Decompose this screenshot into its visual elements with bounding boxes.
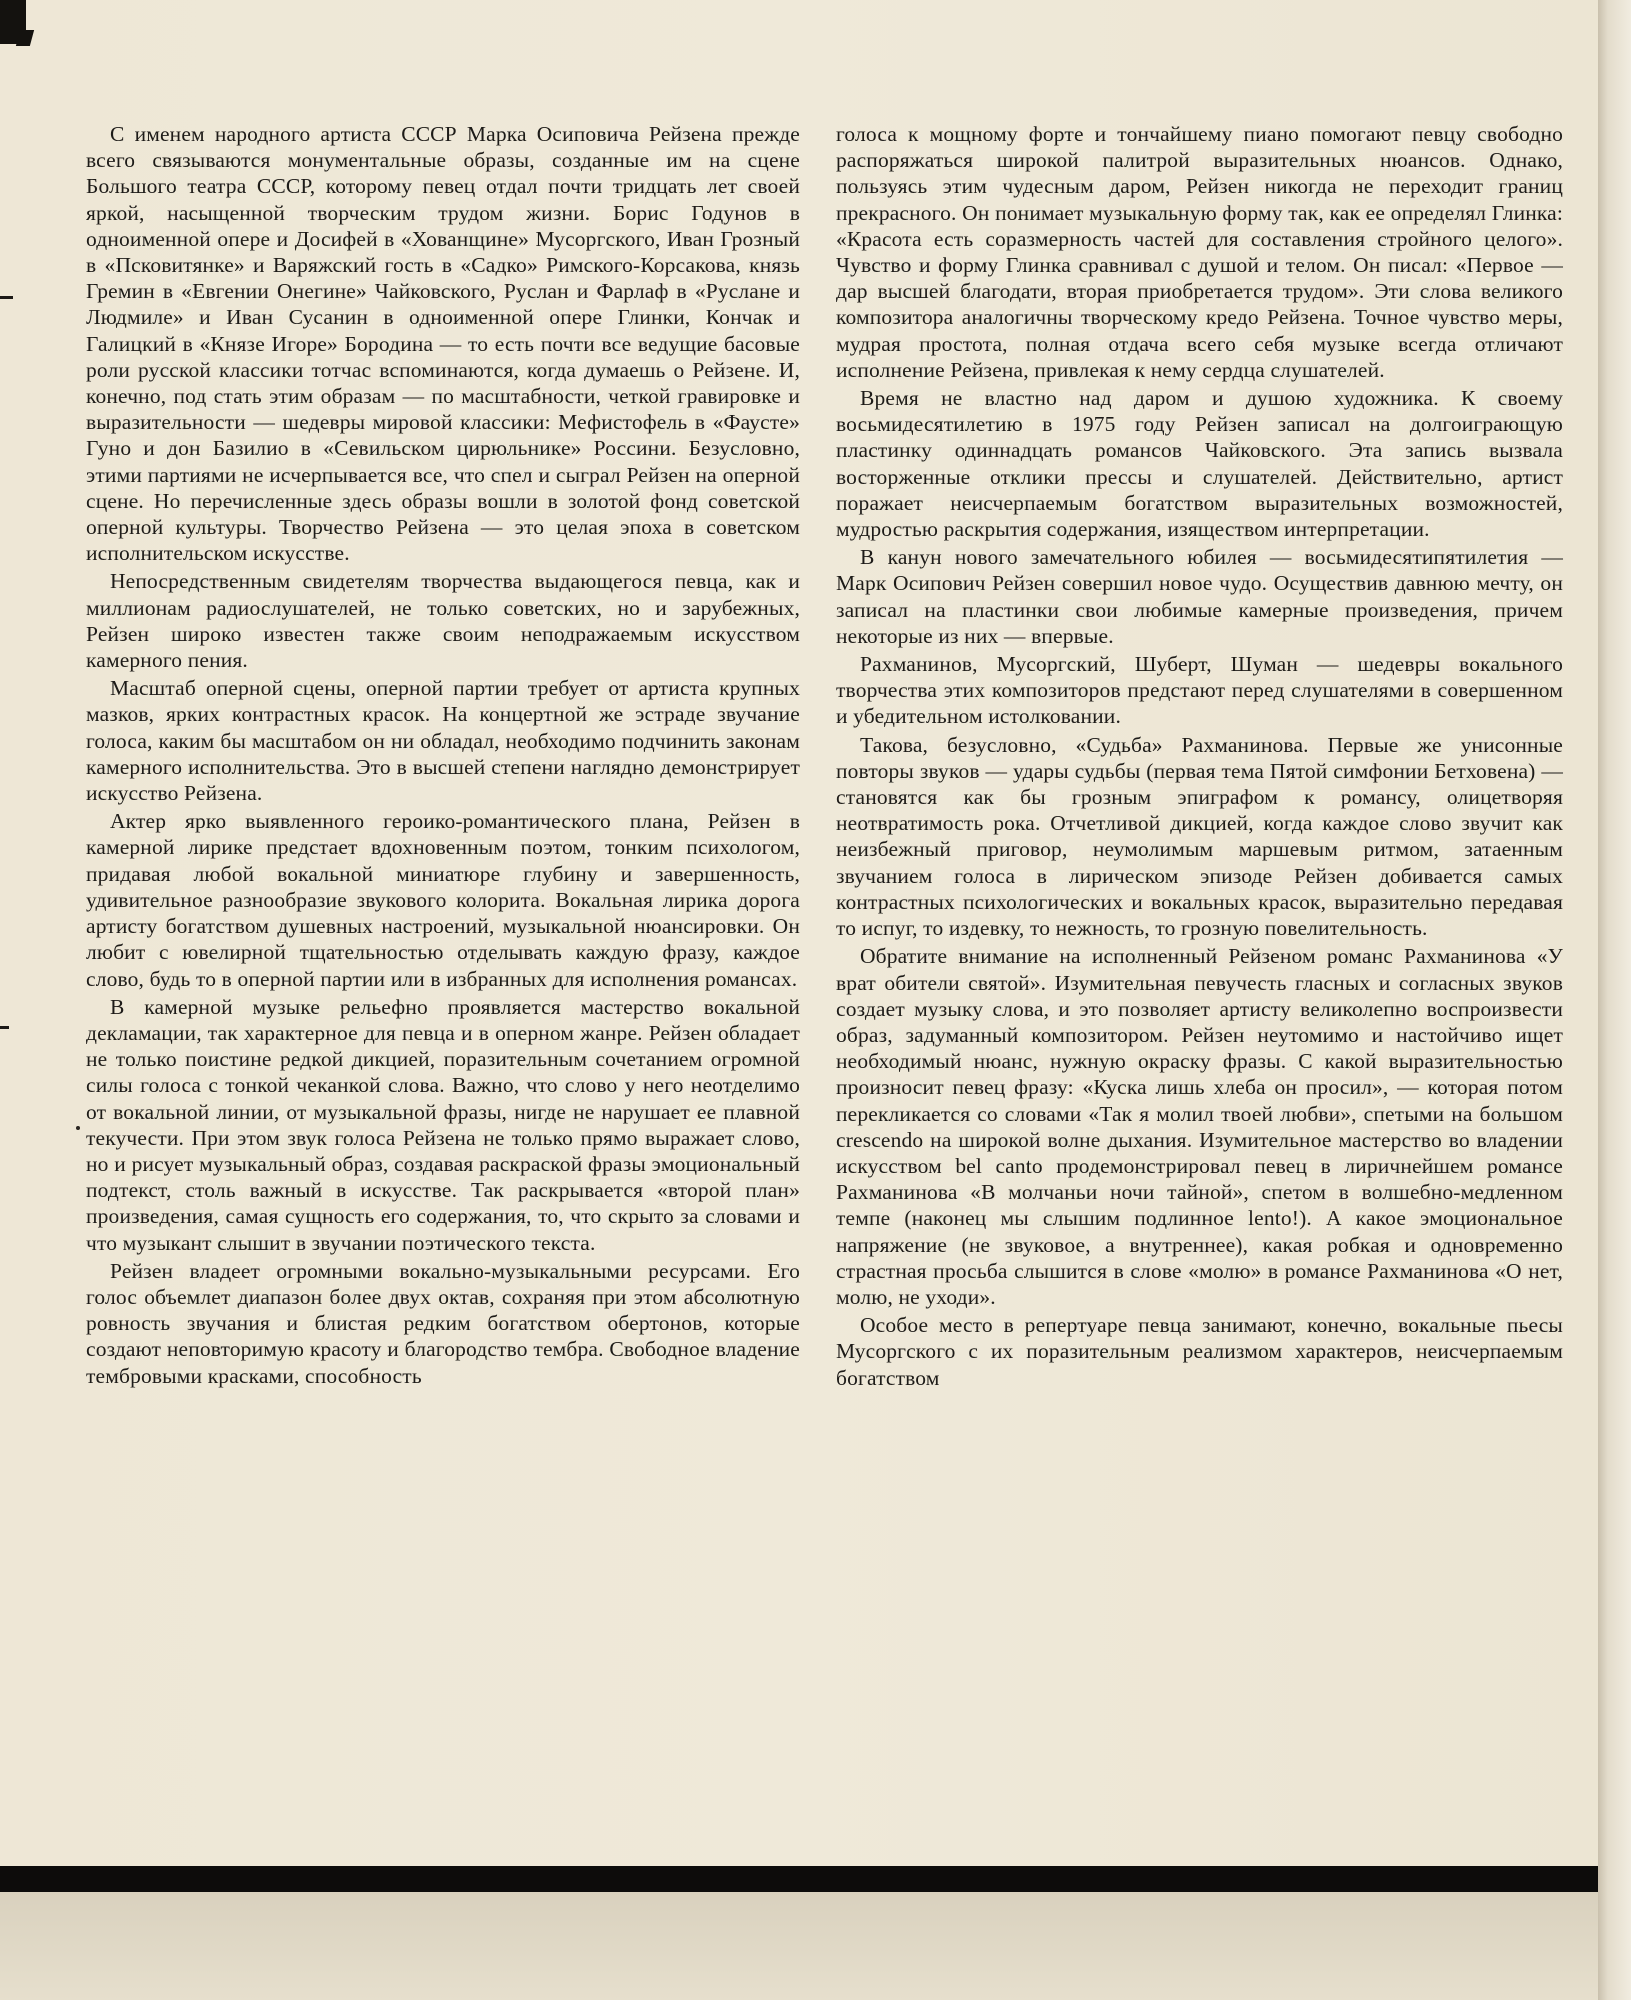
paragraph: В канун нового замечательного юбилея — восьмидесятипятилетия — Марк Осипович Рейзен совершил новое чудо. Осуществив давнюю мечту, он записал на пластинки свои любимые камерные произведения, причем некоторые из них — впервые. — [836, 545, 1563, 648]
paragraph: С именем народного артиста СССР Марка Осиповича Рейзена прежде всего связываются монументальные образы, созданные им на сцене Большого театра СССР, которому певец отдал почти тридцать лет своей яркой, насыщенной творческим трудом жизни. Борис Годунов в одноименной опере и Досифей в «Хованщине» Мусоргского, Иван Грозный в «Псковитянке» и Варяжский гость в «Садко» Римского-Корсакова, князь Гремин в «Евгении Онегине» Чайковского, Руслан и Фарлаф в «Руслане и Людмиле» и Иван Сусанин в одноименной опере Глинки, Кончак и Галицкий в «Князе Игоре» Бородина — то есть почти все ведущие басовые роли русской классики тотчас вспоминаются, когда думаешь о Рейзене. И, конечно, под стать этим образам — по масштабности, четкой гравировке и выразительности — шедевры мировой классики: Мефистофель в «Фаусте» Гуно и дон Базилио в «Севильском цирюльнике» Россини. Безусловно, этими партиями не исчерпывается все, что спел и сыграл Рейзен на оперной сцене. Но перечисленные здесь образы вошли в золотой фонд советской оперной культуры. Творчество Рейзена — это целая эпоха в советском исполнительском искусстве. — [86, 122, 800, 566]
cropped-letter-fragment — [0, 0, 26, 44]
margin-mark — [0, 296, 13, 299]
paragraph: Обратите внимание на исполненный Рейзеном романс Рахманинова «У врат обители святой». Изумительная певучесть гласных и согласных звуков создает музыку слова, и это позволяет артисту великолепно воспроизвести образ, задуманный композитором. Рейзен неутомимо и настойчиво ищет необходимый нюанс, нужную окраску фразы. С какой выразительностью произносит певец фразу: «Куска лишь хлеба он просил», — которая потом перекликается со словами «Так я молил твоей любви», спетыми на большом crescendo на широкой волне дыхания. Изумительное мастерство во владении искусством bel canto продемонстрировал певец в лиричнейшем романсе Рахманинова «В молчаньи ночи тайной», спетом в волшебно-медленном темпе (наконец мы слышим подлинное lento!). А какое эмоциональное напряжение (не звуковое, а внутреннее), какая робкая и одновременно страстная просьба слышится в слове «молю» в романсе Рахманинова «О нет, молю, не уходи». — [836, 944, 1563, 1309]
black-rule-bar — [0, 1866, 1598, 1892]
paragraph: Рахманинов, Мусоргский, Шуберт, Шуман — шедевры вокального творчества этих композиторов предстают перед слушателями в совершенном и убедительном истолковании. — [836, 652, 1563, 729]
paragraph: Масштаб оперной сцены, оперной партии требует от артиста крупных мазков, ярких контрастных красок. На концертной же эстраде звучание голоса, каким бы масштабом он ни обладал, необходимо подчинить законам камерного исполнительства. Это в высшей степени наглядно демонстрирует искусство Рейзена. — [86, 676, 800, 806]
page-edge-shadow — [1598, 0, 1631, 2000]
right-text-column — [836, 121, 1563, 1393]
paragraph: Актер ярко выявленного героико-романтического плана, Рейзен в камерной лирике предстает вдохновенным поэтом, тонким психологом, придавая любой вокальной миниатюре глубину и завершенность, удивительное разнообразие звукового колорита. Вокальная лирика дорога артисту богатством душевных настроений, музыкальной нюансировки. Он любит с ювелирной тщательностью отделывать каждую фразу, каждое слово, будь то в оперной партии или в избранных для исполнения романсах. — [86, 809, 800, 991]
page-bottom-margin — [0, 1892, 1598, 2000]
paragraph: Такова, безусловно, «Судьба» Рахманинова. Первые же унисонные повторы звуков — удары судьбы (первая тема Пятой симфонии Бетховена) — становятся как бы грозным эпиграфом к романсу, олицетворяя неотвратимость рока. Отчетливой дикцией, когда каждое слово звучит как неизбежный приговор, неумолимым маршевым ритмом, затаенным звучанием голоса в лирическом эпизоде Рейзен добивается самых контрастных психологических и вокальных красок, выразительно передавая то испуг, то издевку, то нежность, то грозную повелительность. — [836, 732, 1563, 941]
left-text-column — [86, 121, 800, 1391]
paragraph: Непосредственным свидетелям творчества выдающегося певца, как и миллионам радиослушателей, не только советских, но и зарубежных, Рейзен широко известен также своим неподражаемым искусством камерного пения. — [86, 569, 800, 673]
paragraph: Время не властно над даром и душою художника. К своему восьмидесятилетию в 1975 году Рейзен записал на долгоиграющую пластинку одиннадцать романсов Чайковского. Эта запись вызвала восторженные отклики прессы и слушателей. Действительно, артист поражает неисчерпаемым богатством выразительных возможностей, мудростью раскрытия содержания, изяществом интерпретации. — [836, 386, 1563, 542]
paragraph: Рейзен владеет огромными вокально-музыкальными ресурсами. Его голос объемлет диапазон более двух октав, сохраняя при этом абсолютную ровность звучания и блистая редким богатством обертонов, которые создают неповторимую красоту и благородство тембра. Свободное владение тембровыми красками, способность — [86, 1258, 800, 1388]
paragraph-continuation: голоса к мощному форте и тончайшему пиано помогают певцу свободно распоряжаться широкой палитрой выразительных нюансов. Однако, пользуясь этим чудесным даром, Рейзен никогда не переходит границ прекрасного. Он понимает музыкальную форму так, как ее определял Глинка: «Красота есть соразмерность частей для составления стройного целого». Чувство и форму Глинка сравнивал с душой и телом. Он писал: «Первое — дар высшей благодати, вторая приобретается трудом». Эти слова великого композитора аналогичны творческому кредо Рейзена. Точное чувство меры, мудрая простота, полная отдача всего себя музыке всегда отличают исполнение Рейзена, привлекая к нему сердца слушателей. — [836, 122, 1563, 382]
margin-dot — [76, 1126, 80, 1130]
margin-mark — [0, 1026, 9, 1029]
paragraph: Особое место в репертуаре певца занимают, конечно, вокальные пьесы Мусоргского с их поразительным реализмом характеров, неисчерпаемым богатством — [836, 1313, 1563, 1390]
paragraph: В камерной музыке рельефно проявляется мастерство вокальной декламации, так характерное для певца и в оперном жанре. Рейзен обладает не только поистине редкой дикцией, поразительным сочетанием огромной силы голоса с тонкой чеканкой слова. Важно, что слово у него неотделимо от вокальной линии, от музыкальной фразы, нигде не нарушает ее плавной текучести. При этом звук голоса Рейзена не только прямо выражает слово, но и рисует музыкальный образ, создавая раскраской фразы эмоциональный подтекст, столь важный в искусстве. Так раскрывается «второй план» произведения, самая сущность его содержания, то, что скрыто за словами и что музыкант слышит в звучании поэтического текста. — [86, 994, 800, 1255]
